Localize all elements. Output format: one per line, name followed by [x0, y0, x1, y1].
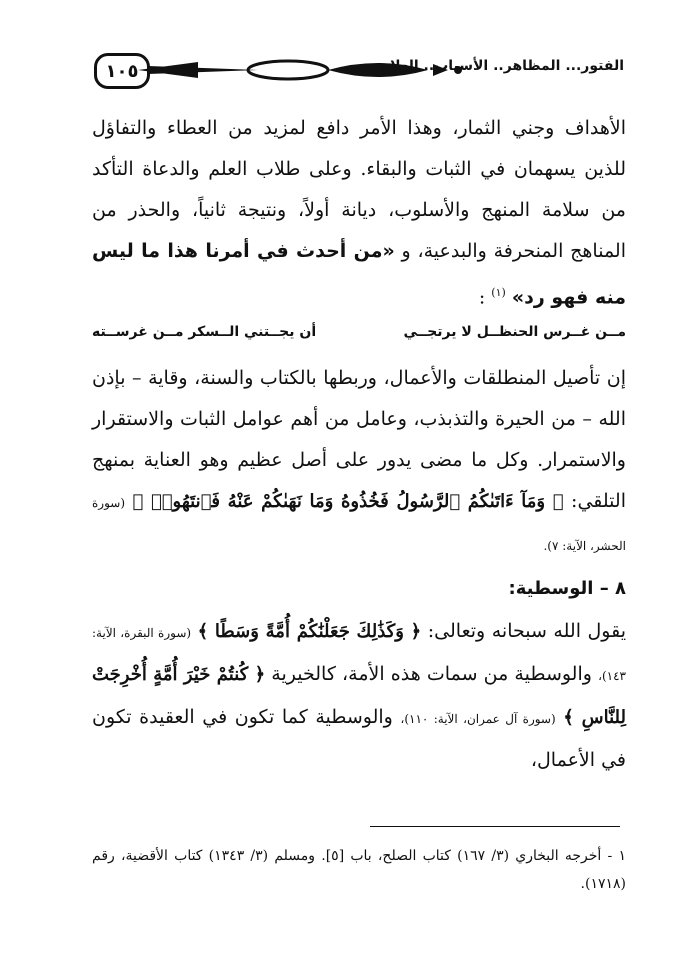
- paragraph-2: [92, 358, 626, 567]
- page-body: [92, 108, 626, 781]
- quran-ayah-1: ﴿ وَمَآ ءَاتَىٰكُمُ ٱلرَّسُولُ فَخُذُوهُ وَمَا نَهَىٰكُمْ عَنْهُ فَٱنتَهُوا۟ ﴾: [132, 491, 564, 513]
- hadith-quote: «من أحدث في أمرنا هذا ما ليس منه فهو رد»: [92, 240, 626, 309]
- paragraph-3-text-2: والوسطية من سمات هذه الأمة، كالخيرية: [271, 663, 592, 686]
- ayah-1-source: (سورة الحشر، الآية: ٧).: [92, 496, 626, 554]
- verse-first-hemistich: مــن غــرس الحنظــل لا يرتجــي: [403, 324, 626, 341]
- page-header: [84, 46, 624, 94]
- paragraph-1-colon: :: [478, 286, 486, 309]
- page-number: ١٠٥: [105, 60, 139, 82]
- paragraph-3-text-3: والوسطية كما تكون في العقيدة تكون في الأعمال،: [92, 706, 626, 772]
- verse-second-hemistich: أن يجــتني الــسكر مــن غرســته: [92, 324, 317, 341]
- running-title: الفتور... المظاهر.. الأسباب.. العلاج: [380, 58, 624, 74]
- footnote-divider: [370, 826, 620, 827]
- poetry-verse: [92, 324, 626, 340]
- quran-ayah-3: ﴿ كُنتُمْ خَيْرَ أُمَّةٍ أُخْرِجَتْ لِلنَّاسِ ﴾: [92, 664, 626, 729]
- ayah-2-source: (سورة البقرة، الآية: ١٤٣)،: [92, 626, 626, 684]
- paragraph-1: [92, 108, 626, 318]
- paragraph-2-text: إن تأصيل المنطلقات والأعمال، وربطها بالكتاب والسنة، وقاية – بإذن الله – من الحيرة والتذبذب، وعامل من أهم عوامل الثبات والاستقرار والاستمرار. وكل ما مضى يدور على أصل عظيم وهو العناية بمنهج التلقي:: [92, 367, 626, 513]
- ayah-3-source: (سورة آل عمران، الآية: ١١٠)،: [400, 712, 556, 727]
- section-heading: ٨ – الوسطية:: [508, 578, 626, 600]
- footnote-reference: (١): [491, 286, 506, 299]
- quran-ayah-2: ﴿ وَكَذَٰلِكَ جَعَلْنَٰكُمْ أُمَّةً وَسَطًا ﴾: [197, 621, 422, 643]
- paragraph-3-text-1: يقول الله سبحانه وتعالى:: [427, 620, 627, 643]
- paragraph-1-text: الأهداف وجني الثمار، وهذا الأمر دافع لمزيد من العطاء والتفاؤل للذين يسهمان في الثبات والبقاء. وعلى طلاب العلم والدعاة التأكد من سلامة المنهج والأسلوب، ديانة أولاً، ونتيجة ثانياً، والحذر من المناهج المنحرفة والبدعية، و: [92, 117, 626, 262]
- footnote-1: ١ - أخرجه البخاري (٣/ ١٦٧) كتاب الصلح، باب [٥]. ومسلم (٣/ ١٣٤٣) كتاب الأقضية، رقم (١٧١٨).: [92, 848, 626, 892]
- paragraph-3: [92, 611, 626, 781]
- footnotes: [92, 842, 626, 898]
